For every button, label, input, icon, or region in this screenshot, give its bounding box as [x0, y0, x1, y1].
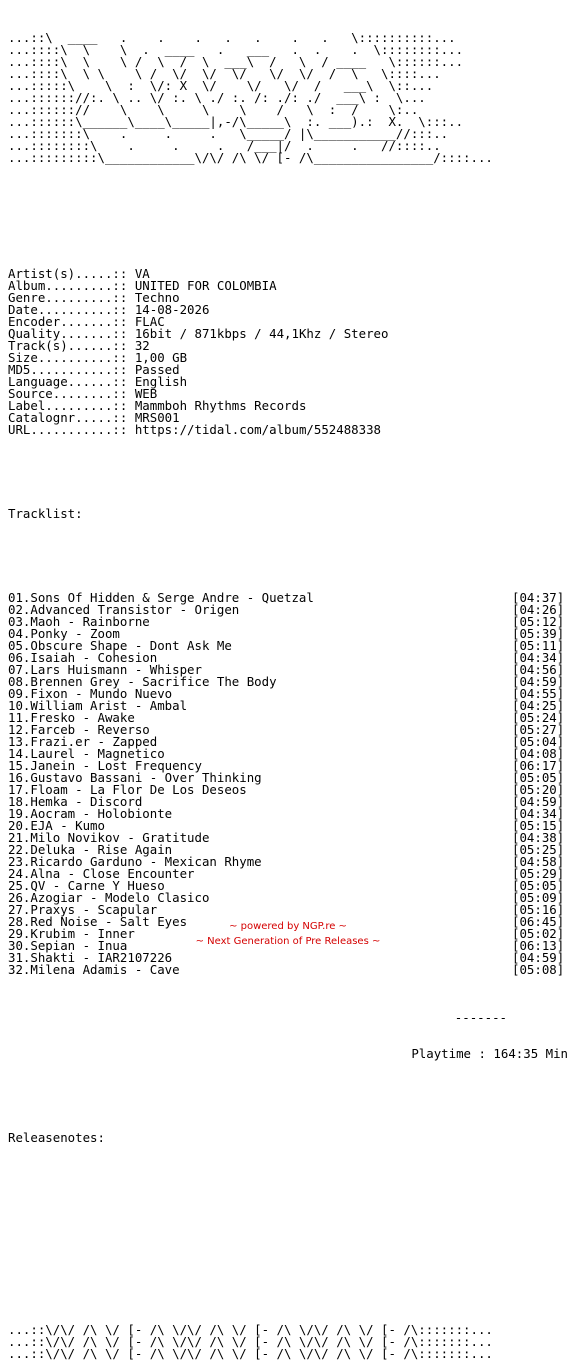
- ascii-art-footer: ...::\/\/ /\ \/ [- /\ \/\/ /\ \/ [- /\ \/\/ /\ \/ [- /\:::::::... ...::\/\/ /\ \/ [- /\ \/\/ /\ \/ [- /\ \/\/ /\ \/ [- /\:::::::... ...::\/\/ /\ \/ [- /\ \/\/ /\ \/ [- /\ \/\/ /\ \/ [- /\:::::::...: [8, 1322, 493, 1361]
- track-spacer: [150, 616, 512, 628]
- info-value: 32: [134, 338, 150, 353]
- track-time: [06:17]: [512, 758, 565, 773]
- track-name: 23.Ricardo Garduno - Mexican Rhyme: [8, 854, 262, 869]
- track-time: [05:29]: [512, 866, 565, 881]
- track-spacer: [187, 700, 512, 712]
- info-value: 14-08-2026: [134, 302, 210, 317]
- track-spacer: [157, 736, 512, 748]
- track-name: 14.Laurel - Magnetico: [8, 746, 165, 761]
- track-spacer: [209, 832, 512, 844]
- tracklist-title: Tracklist:: [8, 506, 83, 521]
- track-time: [04:59]: [512, 794, 565, 809]
- track-spacer: [150, 724, 512, 736]
- track-time: [05:24]: [512, 710, 565, 725]
- track-time: [05:20]: [512, 782, 565, 797]
- track-name: 24.Alna - Close Encounter: [8, 866, 195, 881]
- track-time: [05:09]: [512, 890, 565, 905]
- track-name: 19.Aocram - Holobionte: [8, 806, 173, 821]
- track-time: [04:59]: [512, 950, 565, 965]
- track-name: 22.Deluka - Rise Again: [8, 842, 173, 857]
- track-time: [04:59]: [512, 674, 565, 689]
- track-time: [05:12]: [512, 614, 565, 629]
- blank-line: [8, 544, 568, 556]
- track-time: [04:37]: [512, 590, 565, 605]
- track-time: [04:55]: [512, 686, 565, 701]
- track-name: 03.Maoh - Rainborne: [8, 614, 150, 629]
- track-name: 18.Hemka - Discord: [8, 794, 143, 809]
- info-value: WEB: [134, 386, 158, 401]
- info-value: English: [134, 374, 188, 389]
- track-name: 01.Sons Of Hidden & Serge Andre - Quetzal: [8, 590, 314, 605]
- info-key: Artist(s).....::: [8, 266, 135, 281]
- info-value: UNITED FOR COLOMBIA: [134, 278, 277, 293]
- track-spacer: [277, 676, 512, 688]
- track-name: 20.EJA - Kumo: [8, 818, 105, 833]
- track-name: 31.Shakti - IAR2107226: [8, 950, 173, 965]
- track-spacer: [239, 604, 512, 616]
- track-time: [05:05]: [512, 770, 565, 785]
- track-time: [04:25]: [512, 698, 565, 713]
- track-time: [04:34]: [512, 650, 565, 665]
- info-key: Album.........::: [8, 278, 135, 293]
- info-value: https://tidal.com/album/552488338: [134, 422, 382, 437]
- track-time: [04:08]: [512, 746, 565, 761]
- info-key: Genre.........::: [8, 290, 135, 305]
- track-name: 09.Fixon - Mundo Nuevo: [8, 686, 173, 701]
- track-spacer: [262, 856, 512, 868]
- track-spacer: [209, 892, 512, 904]
- track-name: 27.Praxys - Scapular: [8, 902, 158, 917]
- info-value: Mammboh Rhythms Records: [134, 398, 307, 413]
- track-name: 26.Azogiar - Modelo Clasico: [8, 890, 210, 905]
- track-spacer: [195, 868, 513, 880]
- track-name: 02.Advanced Transistor - Origen: [8, 602, 240, 617]
- track-spacer: [232, 640, 512, 652]
- info-key: Catalognr.....::: [8, 410, 135, 425]
- info-value: MRS001: [134, 410, 180, 425]
- track-name: 17.Floam - La Flor De Los Deseos: [8, 782, 247, 797]
- track-time: [04:56]: [512, 662, 565, 677]
- track-name: 12.Farceb - Reverso: [8, 722, 150, 737]
- track-time: [04:34]: [512, 806, 565, 821]
- info-value: FLAC: [134, 314, 165, 329]
- track-name: 04.Ponky - Zoom: [8, 626, 120, 641]
- track-name: 21.Milo Novikov - Gratitude: [8, 830, 210, 845]
- track-name: 13.Frazi.er - Zapped: [8, 734, 158, 749]
- track-time: [05:05]: [512, 878, 565, 893]
- track-spacer: [262, 772, 512, 784]
- info-key: Track(s)......::: [8, 338, 135, 353]
- powered-by: ~ powered by NGP.re ~: [229, 921, 347, 932]
- tracklist: [8, 592, 568, 976]
- spacer: [8, 208, 568, 232]
- track-spacer: [172, 808, 512, 820]
- total-separator: -------: [454, 1010, 507, 1025]
- ascii-art-logo: ...::\ ____ . . . . . . . \::::::::::... ...::::\ \ \ . ____ . ___ . . . \::::::::... ...::::\ \ \ / \ / \ ___\ / \ / ____ \::::::... ...::::\ \ \ \ / \/ \/ \/ \/ \/ / \ \::::... ...:::::\ \ : \/: X \/ \/ \/ / ___\ \::... ...:::::://:. \ .. \/ :. \ ./ :. /: ./: ./ ___\ : \... ...::::::// \ \ \ \ / \ : / \:.. ...::::::\______\____\_____|,-/\_____\ :. ___).: X. \:::.. ...:::::::\ . . . \_____/ |\___________//:::.. ...::::::::\ . . . /___|/ . . //::::.. ...:::::::::\____________\/\/ /\ \/ [- /\________________/::::...: [8, 32, 493, 165]
- track-time: [05:02]: [512, 926, 565, 941]
- info-key: Quality.......::: [8, 326, 135, 341]
- blank-line: [8, 1276, 568, 1288]
- blank-line: [8, 1168, 568, 1180]
- info-key: Label.........::: [8, 398, 135, 413]
- track-time: [05:25]: [512, 842, 565, 857]
- info-key: Date..........::: [8, 302, 135, 317]
- info-key: Size..........::: [8, 350, 135, 365]
- track-name: 11.Fresko - Awake: [8, 710, 135, 725]
- track-name: 10.William Arist - Ambal: [8, 698, 188, 713]
- info-key: Source........::: [8, 386, 135, 401]
- track-name: 28.Red Noise - Salt Eyes: [8, 914, 188, 929]
- track-spacer: [247, 784, 512, 796]
- track-time: [05:11]: [512, 638, 565, 653]
- track-time: [04:58]: [512, 854, 565, 869]
- blank-line: [8, 1240, 568, 1252]
- track-spacer: [142, 796, 512, 808]
- track-name: 08.Brennen Grey - Sacrifice The Body: [8, 674, 277, 689]
- info-key: MD5...........::: [8, 362, 135, 377]
- track-name: 05.Obscure Shape - Dont Ask Me: [8, 638, 232, 653]
- info-value: Passed: [134, 362, 180, 377]
- track-name: 25.QV - Carne Y Hueso: [8, 878, 165, 893]
- track-time: [06:45]: [512, 914, 565, 929]
- track-name: 15.Janein - Lost Frequency: [8, 758, 202, 773]
- track-time: [04:26]: [512, 602, 565, 617]
- track-spacer: [165, 748, 512, 760]
- tagline: ~ Next Generation of Pre Releases ~: [195, 936, 381, 947]
- track-name: 29.Krubim - Inner: [8, 926, 135, 941]
- info-row: [8, 424, 568, 436]
- track-spacer: [172, 952, 512, 964]
- track-spacer: [165, 880, 512, 892]
- blank-line: [8, 1096, 568, 1108]
- track-spacer: [135, 712, 512, 724]
- track-time: [05:15]: [512, 818, 565, 833]
- track-spacer: [314, 592, 512, 604]
- track-time: [05:08]: [512, 962, 565, 977]
- release-info: [8, 268, 568, 436]
- track-time: [05:39]: [512, 626, 565, 641]
- playtime: Playtime : 164:35 Min: [411, 1046, 568, 1061]
- track-name: 32.Milena Adamis - Cave: [8, 962, 180, 977]
- info-value: Techno: [134, 290, 180, 305]
- nfo-document: [8, 8, 568, 1372]
- releasenotes-title: Releasenotes:: [8, 1130, 105, 1145]
- track-time: [04:38]: [512, 830, 565, 845]
- track-time: [05:27]: [512, 722, 565, 737]
- track-time: [05:04]: [512, 734, 565, 749]
- track-name: 16.Gustavo Bassani - Over Thinking: [8, 770, 262, 785]
- info-key: Language......::: [8, 374, 135, 389]
- track-spacer: [180, 964, 512, 976]
- track-name: 07.Lars Huismann - Whisper: [8, 662, 202, 677]
- track-spacer: [157, 904, 512, 916]
- blank-line: [8, 1204, 568, 1216]
- track-name: 06.Isaiah - Cohesion: [8, 650, 158, 665]
- info-value: 1,00 GB: [134, 350, 188, 365]
- blank-line: [8, 472, 568, 484]
- track-time: [05:16]: [512, 902, 565, 917]
- track-spacer: [172, 688, 512, 700]
- info-key: Encoder.......::: [8, 314, 135, 329]
- info-key: URL...........::: [8, 422, 135, 437]
- track-row: [8, 964, 568, 976]
- track-name: 30.Sepian - Inua: [8, 938, 128, 953]
- track-spacer: [157, 652, 512, 664]
- track-time: [06:13]: [512, 938, 565, 953]
- info-value: 16bit / 871kbps / 44,1Khz / Stereo: [134, 326, 389, 341]
- info-value: VA: [134, 266, 150, 281]
